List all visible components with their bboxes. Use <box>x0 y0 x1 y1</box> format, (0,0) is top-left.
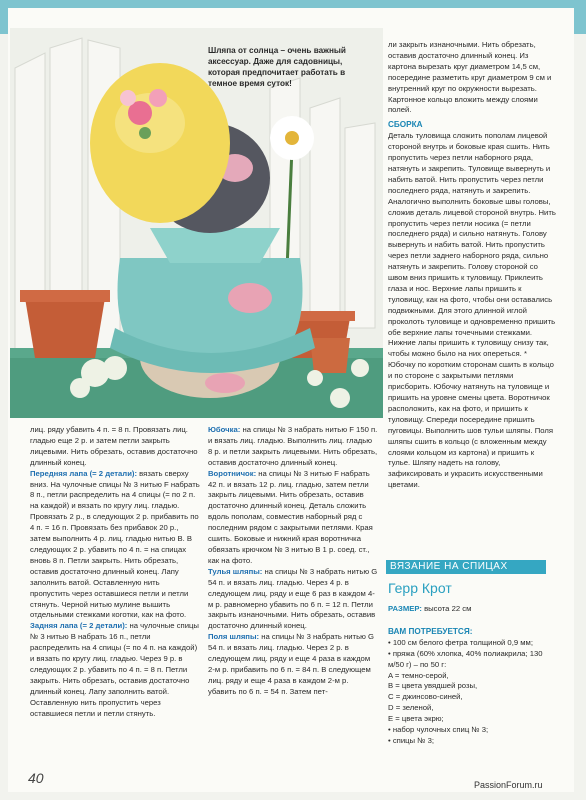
page-number: 40 <box>28 770 44 786</box>
needs-heading: ВАМ ПОТРЕБУЕТСЯ: <box>388 626 473 636</box>
list-item: • спицы № 3; <box>388 735 434 745</box>
list-item: • набор чулочных спиц № 3; <box>388 725 489 735</box>
col2-paragraph-2: Тулья шляпы: на спицы № 3 набрать нитью G 54 п. и вязать лиц. гладью. Через 4 р. в следующем лиц. ряду и еще 6 раз в каждом 4-м р. равномерно убавить по 6 п. = 12 п. Петли закрыть изнаночными. Нить обрезать, оставив достаточно длинный конец. <box>208 566 378 631</box>
list-item: C = джинсово-синей, <box>388 692 463 702</box>
col2-paragraph-0: Юбочка: на спицы № 3 набрать нитью F 150 п. и вязать лиц. гладью. Выполнить лиц. гладью 8 р. и петли закрыть лицевыми. Нить обрезать, оставив достаточно длинный конец. <box>208 425 378 467</box>
section-banner: ВЯЗАНИЕ НА СПИЦАХ <box>386 560 546 574</box>
assembly-heading: СБОРКА <box>388 120 423 130</box>
materials-block <box>388 604 556 747</box>
list-item: A = темно-серой, <box>388 670 449 680</box>
col1-paragraph-0: лиц. ряду убавить 4 п. = 8 п. Провязать лиц. гладью еще 2 р. и затем петли закрыть лицевыми. Нить обрезать, оставив достаточно длинный конец. <box>30 425 198 467</box>
assembly-text: Деталь туловища сложить пополам лицевой стороной внутрь и боковые края сшить. Нить пропустить через петли наборного ряда, натянуть и закрепить. Туловище вывернуть и набить ватой. Нить пропустить через петли последнего ряда, натянуть и закрепить. Аналогично выполнить боковые швы головы, сложив деталь лицевой стороной внутрь. Нить пропустить через петли носика (= петли последнего ряда) и сильно натянуть. Голову вывернуть и набить ватой. Нить пропустить через петли заднего наборного ряда, сильно натянуть и закрепить. Голову стороной со швом вниз пришить к туловищу. Приклеить глаза и нос. Верхние лапы пришить к туловищу, как на фото, чтобы они оставались подвижными. Для этого длинной иглой проколоть туловище и одновременно пришить обе верхние лапы точечными стежками. Нижние лапы пришить к туловищу снизу так, чтобы можно было на них опереться. * Юбочку по коротким сторонам сшить в кольцо и по стороне с закрытыми петлями присборить. Юбочку натянуть на туловище и пришить на уровне смены цвета. Воротничок расположить, как на фото, и пришить к туловищу. Спереди посередине пришить пуговицы. Выполнить шов тульи шляпы. Поля шляпы сшить в кольцо (с вложенным между слоями кольцом из картона) и пришить к тулье. Шляпу надеть на голову, зафиксировать и украсить искусственными цветами. <box>388 131 556 490</box>
list-item: • пряжа (60% хлопка, 40% полиакрила; 130 м/50 г) – по 50 г: <box>388 648 543 669</box>
pattern-title: Герр Крот <box>388 580 452 596</box>
photo-caption: Шляпа от солнца – очень важный аксессуар. Даже для садовницы, которая предпочитает работать в темное время суток! <box>208 46 346 88</box>
col2-paragraph-1: Воротничок: на спицы № 3 нитью F набрать 42 п. и вязать 12 р. лиц. гладью, затем петли закрыть лицевыми. Нить обрезать, оставив достаточно длинный конец. Деталь сложить вдоль пополам, совместив наборный ряд с последним рядом с закрытыми петлями. Края сшить. Боковые и нижний края воротничка обвязать крючком № 3 нитью B 1 р. соед. ст., как на фото. <box>208 468 373 565</box>
materials-list <box>388 638 556 747</box>
list-item: D = зеленой, <box>388 703 434 713</box>
list-item: E = цвета экрю; <box>388 714 444 724</box>
column-3 <box>388 40 556 491</box>
column-2 <box>208 425 378 698</box>
column-1 <box>30 425 200 719</box>
list-item: B = цвета увядшей розы, <box>388 681 478 691</box>
col1-paragraph-1: Передняя лапа (= 2 детали): вязать сверху вниз. На чулочные спицы № 3 нитью F набрать 8 п., петли распределить на 4 спицы (= по 2 п. на каждой) и вязать по кругу лиц. гладью. Провязать 2 р., в следующих 2 р. прибавить по 4 п. = 16 п. Провязать без прибавок 20 р., затем выполнить 4 р. лиц. гладью нитью B. В следующих 2 р. убавить по 4 п. = на спицах вновь 8 п. Петли закрыть. Нить обрезать, оставив достаточно длинный конец. Лапу заполнить ватой. Оставленную нить пропустить через оставшиеся петли и петли стянуть. Черной нитью мулине вышить отдельными стежками коготки, как на фото. <box>30 468 200 620</box>
list-item: • 100 см белого фетра толщиной 0,9 мм; <box>388 637 533 647</box>
col2-paragraph-3: Поля шляпы: на спицы № 3 набрать нитью G 54 п. и вязать лиц. гладью. Через 2 р. в следующем лиц. ряду и еще 4 раза в каждом 2-м р. прибавить по 6 п. = 84 п. В следующем лиц. ряду и еще 4 раза в каждом 2-м р. убавить по 6 п. = 54 п. Затем пет- <box>208 632 374 696</box>
col1-paragraph-2: Задняя лапа (= 2 детали): на чулочные спицы № 3 нитью B набрать 16 п., петли распределить на 4 спицы (= по 4 п. на каждой) и вязать по кругу лиц. гладью. Через 9 р. в следующих 2 р. убавить по 4 п. = 8 п. Петли закрыть. Нить обрезать, оставив достаточно длинный конец. Лапу заполнить ватой. Оставленную нить пропустить через оставшиеся петли и петли стянуть. <box>30 621 199 718</box>
watermark: PassionForum.ru <box>474 780 543 790</box>
size-line: РАЗМЕР: высота 22 см <box>388 604 472 613</box>
col3-top-text: ли закрыть изнаночными. Нить обрезать, оставив достаточно длинный конец. Из картона вырезать круг диаметром 14,5 см, посередине разметить круг диаметром 9 см и внутренний круг по окружности вырезать. Картонное кольцо вложить между слоями полей. <box>388 40 552 115</box>
